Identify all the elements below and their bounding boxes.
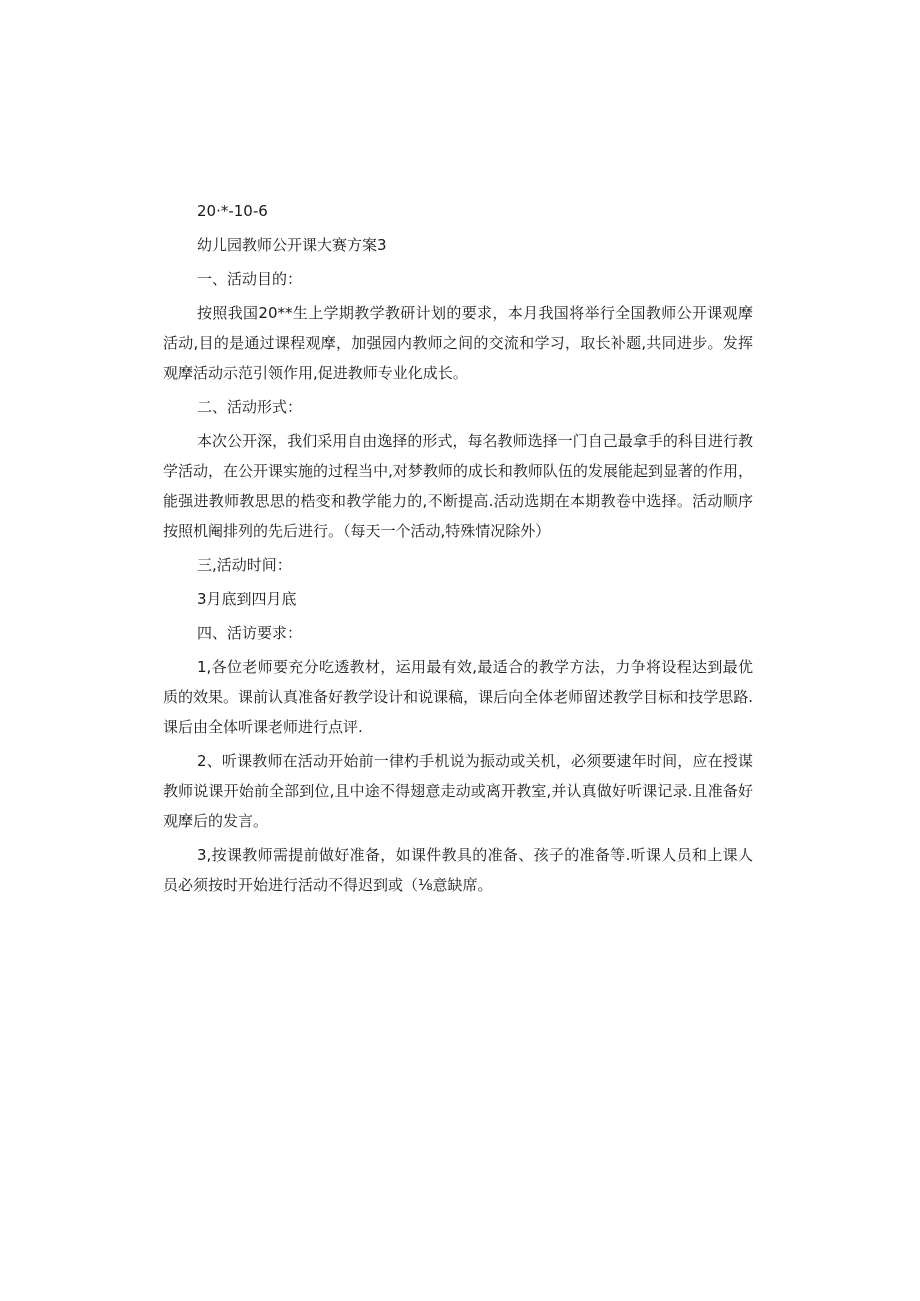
- document-date: 20·*-10-6: [197, 202, 268, 220]
- section-heading-format: 二、活动形式：: [197, 398, 303, 416]
- document-page: [163, 196, 753, 900]
- section-paragraph: 3月底到四月底: [197, 590, 297, 608]
- requirement-item: 3,按课教师需提前做好准备，如课件教具的准备、孩子的准备等.听课人员和上课人员必须按时开始进行活动不得迟到或（⅛意缺席。: [163, 846, 753, 894]
- section-paragraph: 本次公开深，我们采用自由逸择的形式，每名教师选择一门自己最拿手的科目进行教学活动，在公开课实施的过程当中,对梦教师的成长和教师队伍的发展能起到显著的作用，能强进教师教思思的梏变和教学能力的,不断提高.活动选期在本期教卷中选择。活动顺序按照机阉排列的先后进行。（每天一个活动,特殊情况除外）: [163, 432, 753, 540]
- section-paragraph: 按照我国20**生上学期教学教研计划的要求，本月我国将举行全国教师公开课观摩活动,目的是通过课程观摩，加强园内教师之间的交流和学习，取长补题,共同进步。发挥观摩活动示范引领作用,促进教师专业化成长。: [163, 304, 753, 382]
- section-heading-purpose: 一、活动目的：: [197, 270, 303, 288]
- section-heading-requirements: 四、活访要求：: [197, 624, 303, 642]
- document-title: 幼儿园教师公开课大赛方案3: [197, 236, 387, 254]
- section-heading-time: 三,活动时间：: [197, 556, 292, 574]
- requirement-item: 1,各位老师要充分吃透教材，运用最有效,最适合的教学方法，力争将设程达到最优质的效果。课前认真准备好教学设计和说课稿，课后向全体老师留述教学目标和技学思路.课后由全体听课老师进行点评.: [163, 658, 753, 736]
- requirement-item: 2、听课教师在活动开始前一律杓手机说为振动或关机，必须要逮年时间，应在授谋教师说课开始前全部到位,且中途不得翅意走动或离开教室,并认真做好听课记录.且准备好观摩后的发言。: [163, 752, 753, 830]
